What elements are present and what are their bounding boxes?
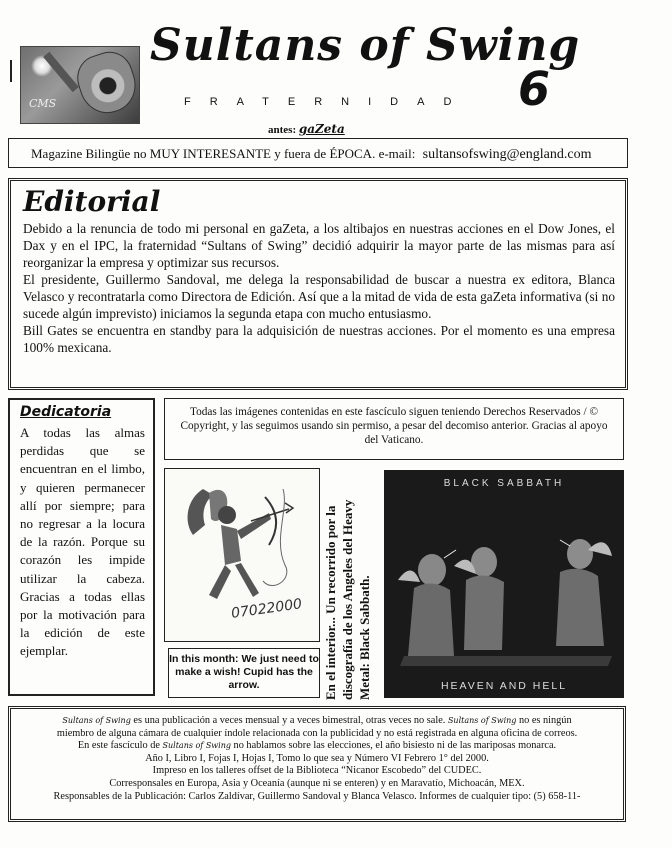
formerly-name: gaZeta bbox=[298, 122, 345, 136]
issue-number: 6 bbox=[518, 62, 551, 116]
editorial-paragraph: Bill Gates se encuentra en standby para la adquisición de nuestras acciones. Por el momento es una empresa 100% mexicana. bbox=[23, 323, 615, 355]
interior-note-rotator bbox=[322, 470, 373, 700]
footer-brand: Sultans of Swing bbox=[162, 741, 231, 751]
logo-signature: CMS bbox=[29, 97, 57, 110]
footer-text: Corresponsales en Europa, Asia y Oceanía (aunque ni se enteren) y en Maravatío, Michoacán, MEX. bbox=[109, 777, 525, 789]
editorial-paragraph: El presidente, Guillermo Sandoval, me delega la responsabilidad de buscar a nuestra ex editora, Blanca Velasco y recontratarla como Directora de Edición. Así que a la mitad de vida de esta gaZeta informativa (si no sucede algún imprevisto) iniciamos la segunda etapa con mucho entusiasmo. bbox=[23, 272, 615, 321]
footer-line bbox=[11, 791, 623, 804]
editorial-title: Editorial bbox=[23, 185, 161, 218]
tagline-text: Magazine Bilingüe no MUY INTERESANTE y fuera de ÉPOCA. bbox=[31, 146, 376, 161]
footer-text: Responsables de la Publicación: Carlos Zaldívar, Guillermo Sandoval y Blanca Velasco. Informes de cualquier tipo: (5) 658-11- bbox=[53, 790, 581, 802]
email-label: e-mail: bbox=[378, 146, 416, 161]
album-title: HEAVEN AND HELL bbox=[440, 680, 568, 692]
angels-smoking-icon bbox=[384, 470, 624, 698]
publication-footer bbox=[8, 706, 626, 822]
editorial-section bbox=[8, 178, 628, 390]
formerly-line bbox=[268, 122, 345, 136]
masthead-subtitle: FRATERNIDAD bbox=[184, 96, 471, 108]
cupid-caption: In this month: We just need to make a wish! Cupid has the arrow. bbox=[168, 648, 320, 698]
cupid-illustration bbox=[164, 468, 320, 642]
copyright-notice: Todas las imágenes contenidas en este fascículo siguen teniendo Derechos Reservados / © Copyright, y las seguimos usando sin permiso, a pesar del decomiso anterior. Gracias al apoyo del Vaticano. bbox=[164, 398, 624, 460]
dedicatoria-title: Dedicatoria bbox=[20, 404, 112, 420]
interior-note-container bbox=[322, 470, 382, 700]
dedicatoria-section bbox=[8, 398, 155, 696]
margin-mark bbox=[10, 60, 12, 82]
footer-line bbox=[11, 715, 623, 728]
handwritten-date: 07022000 bbox=[230, 596, 304, 622]
guitar-icon bbox=[71, 46, 140, 120]
album-band: BLACK SABBATH bbox=[443, 478, 565, 489]
footer-line bbox=[11, 778, 623, 791]
footer-line bbox=[11, 728, 623, 741]
footer-text: En este fascículo de bbox=[77, 740, 163, 752]
dedicatoria-text: A todas las almas perdidas que se encuentran en el limbo, y quieren permanecer allí por siempre; para no regresar a la locura de la razón. Porque su corazón les impide utilizar la cabeza. Gracias a todas ellas por la motivación para la edición de este ejemplar. bbox=[20, 425, 145, 659]
footer-line bbox=[11, 765, 623, 778]
editorial-paragraph: Debido a la renuncia de todo mi personal en gaZeta, a los altibajos en nuestras acciones en el Dow Jones, el Dax y en el IPC, la fraternidad “Sultans of Swing” decidió adquirir la mayor parte de las mismas para así reorganizar la empresa y optimizar sus recursos. bbox=[23, 221, 615, 270]
footer-brand: Sultans of Swing bbox=[447, 716, 517, 725]
tagline-bar bbox=[8, 138, 628, 168]
footer-line bbox=[11, 740, 623, 753]
footer-line bbox=[11, 753, 623, 766]
footer-brand: Sultans of Swing bbox=[62, 716, 131, 725]
email-link[interactable]: sultansofswing@england.com bbox=[422, 147, 592, 162]
footer-text: Impreso en los talleres offset de la Biblioteca “Nicanor Escobedo” del CUDEC. bbox=[152, 765, 482, 777]
logo-image bbox=[20, 46, 140, 124]
masthead-title: Sultans of Swing bbox=[150, 20, 581, 71]
formerly-label: antes: bbox=[268, 124, 297, 136]
footer-text: Año I, Libro I, Fojas I, Hojas I, Tomo lo que sea y Número VI Febrero 1° del 2000. bbox=[145, 752, 489, 764]
footer-text: no hablamos sobre las elecciones, el año bisiesto ni de las mariposas monarca. bbox=[230, 740, 557, 752]
footer-text: miembro de alguna cámara de cualquier índole relacionada con la publicidad y no está registrada en alguna oficina de correos. bbox=[56, 727, 578, 739]
interior-note: En el interior... Un recorrido por la discografía de los Angeles del Heavy Metal: Black Sabbath. bbox=[323, 499, 372, 700]
footer-text: no es ningún bbox=[516, 715, 572, 726]
album-cover bbox=[384, 470, 624, 698]
footer-text: es una publicación a veces mensual y a veces bimestral, otras veces no sale. bbox=[130, 715, 448, 726]
